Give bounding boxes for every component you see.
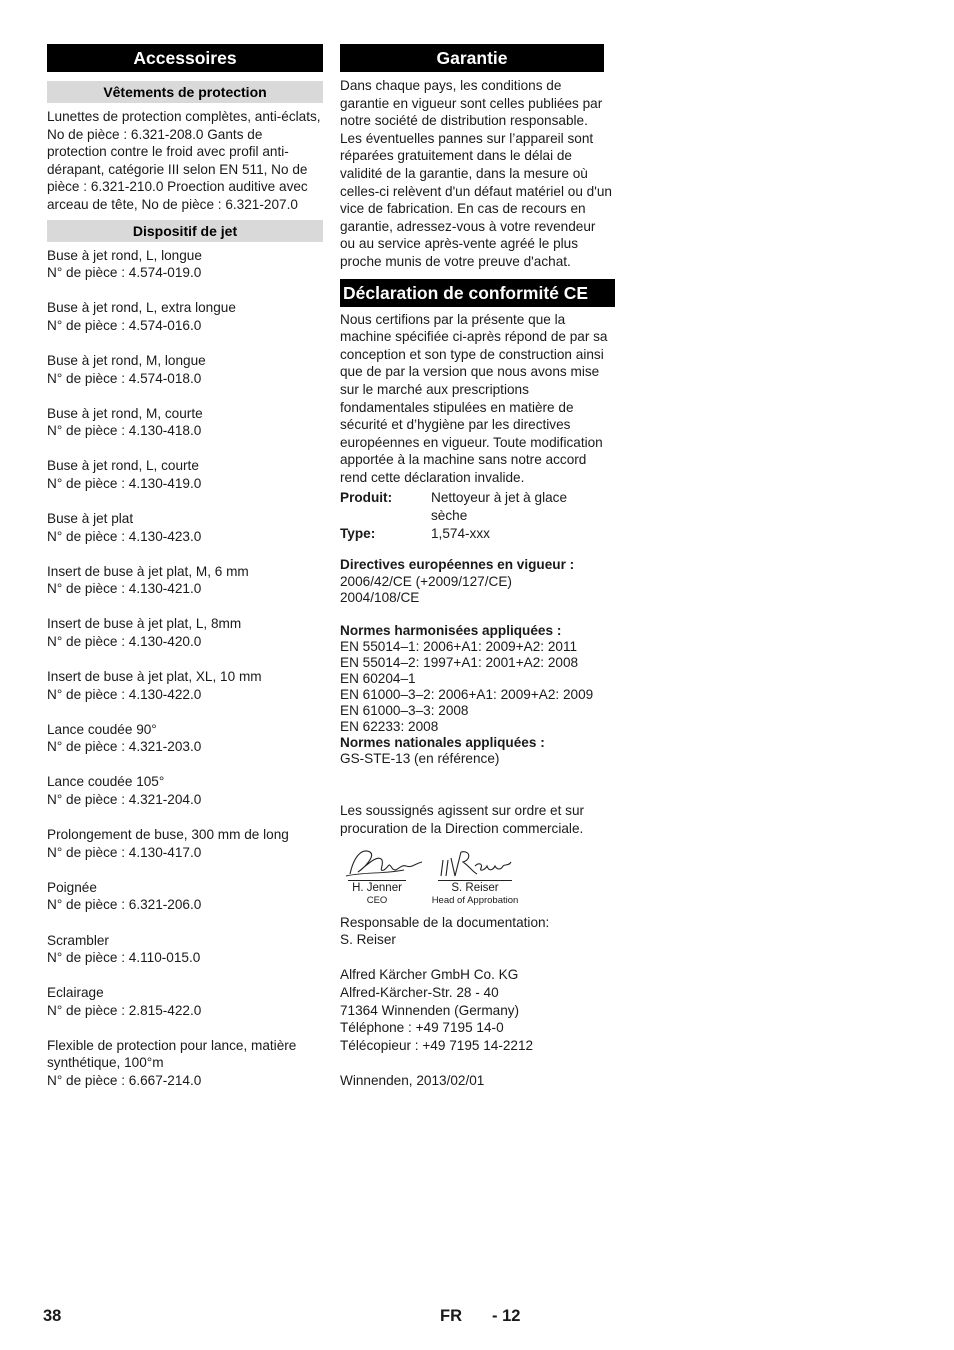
- item-part-number: N° de pièce : 6.667-214.0: [47, 1073, 202, 1089]
- signature-jenner: [348, 846, 406, 908]
- list-item: [47, 668, 323, 703]
- item-name: Buse à jet rond, L, longue: [47, 247, 202, 263]
- item-part-number: N° de pièce : 4.130-421.0: [47, 581, 202, 597]
- protection-text: Lunettes de protection complètes, anti-éclats, No de pièce : 6.321-208.0 Gants de protection contre le froid avec profil anti-dérapant, catégorie III selon EN 511, No de pièce : 6.321-210.0 Proection auditive avec arceau de tête, No de pièce : 6.321-207.0: [47, 109, 321, 212]
- company-address: [340, 966, 615, 1054]
- item-name: Insert de buse à jet plat, M, 6 mm: [47, 563, 249, 579]
- item-name: Buse à jet plat: [47, 511, 134, 526]
- section-page: - 12: [492, 1307, 521, 1325]
- doc-responsible-label: Responsable de la documentation:: [340, 914, 550, 930]
- signature-reiser: [430, 846, 520, 908]
- item-part-number: N° de pièce : 2.815-422.0: [47, 1002, 202, 1018]
- item-part-number: N° de pièce : 4.574-019.0: [47, 265, 202, 281]
- type-label: Type:: [340, 525, 376, 541]
- norm-item: EN 60204–1: [340, 671, 416, 687]
- declaration-heading: Déclaration de conformité CE: [340, 279, 615, 307]
- item-name: Insert de buse à jet plat, L, 8mm: [47, 616, 242, 632]
- list-item: [47, 405, 323, 440]
- list-item: [47, 1037, 323, 1090]
- signature-reiser-role: Head of Approbation: [431, 894, 519, 906]
- language-code: FR: [440, 1307, 462, 1325]
- jet-accessory-list: [47, 247, 323, 1020]
- place-date: Winnenden, 2013/02/01: [340, 1072, 485, 1088]
- list-item: [47, 615, 323, 650]
- list-item: [47, 247, 323, 282]
- item-part-number: N° de pièce : 4.574-018.0: [47, 370, 202, 386]
- list-item: [47, 721, 323, 756]
- national-norms-value: GS-STE-13 (en référence): [340, 751, 500, 767]
- norm-item: EN 55014–2: 1997+A1: 2001+A2: 2008: [340, 655, 579, 671]
- list-item: [47, 984, 323, 1019]
- product-label: Produit:: [340, 490, 393, 506]
- list-item: [47, 932, 323, 967]
- item-part-number: N° de pièce : 4.130-419.0: [47, 475, 202, 491]
- norms-list: [340, 639, 615, 735]
- item-part-number: N° de pièce : 4.110-015.0: [47, 950, 201, 966]
- list-item: [47, 510, 323, 545]
- norms-label: Normes harmonisées appliquées :: [340, 622, 562, 638]
- list-item: [47, 879, 323, 914]
- list-item: [47, 773, 323, 808]
- item-part-number: N° de pièce : 4.130-422.0: [47, 686, 202, 702]
- item-name: Poignée: [47, 879, 97, 895]
- item-part-number: N° de pièce : 4.130-420.0: [47, 633, 202, 649]
- signature-reiser-name: S. Reiser: [438, 880, 512, 894]
- item-name: Lance coudée 105°: [47, 774, 165, 790]
- norm-item: EN 61000–3–2: 2006+A1: 2009+A2: 2009: [340, 687, 594, 703]
- item-name: Flexible de protection pour lance, matière synthétique, 100°m: [47, 1037, 297, 1071]
- signers-text: Les soussignés agissent sur ordre et sur procuration de la Direction commerciale.: [340, 803, 585, 837]
- item-part-number: N° de pièce : 4.321-203.0: [47, 739, 202, 755]
- item-name: Insert de buse à jet plat, XL, 10 mm: [47, 669, 262, 685]
- documentation-responsible: [340, 914, 615, 949]
- accessories-heading: Accessoires: [47, 44, 323, 72]
- norm-item: EN 62233: 2008: [340, 719, 439, 735]
- left-column: [47, 44, 323, 1107]
- jet-subheading: Dispositif de jet: [47, 220, 323, 242]
- address-line: Alfred-Kärcher-Str. 28 - 40: [340, 984, 499, 1000]
- directives-list: [340, 574, 615, 606]
- directive-item: 2004/108/CE: [340, 589, 420, 605]
- item-part-number: N° de pièce : 4.130-417.0: [47, 844, 202, 860]
- item-name: Scrambler: [47, 932, 109, 948]
- signature-reiser-mark: [437, 846, 513, 880]
- product-row: [340, 489, 615, 524]
- guarantee-text: Dans chaque pays, les conditions de garantie en vigueur sont celles publiées par notre société de distribution responsable. Les éventuelles pannes sur l’appareil sont réparées gratuitement dans le délai de validité de la garantie, dans la mesure où celles-ci relèvent d'un défaut matériel ou d'un vice de fabrication. En cas de recours en garantie, adressez-vous à votre revendeur ou au service après-vente agréé le plus proche munis de votre preuve d'achat.: [340, 78, 612, 269]
- list-item: [47, 826, 323, 861]
- item-part-number: N° de pièce : 4.130-423.0: [47, 528, 202, 544]
- directives-label: Directives européennes en vigueur :: [340, 557, 575, 573]
- address-line: Téléphone : +49 7195 14-0: [340, 1020, 504, 1036]
- signature-jenner-mark: [344, 846, 424, 880]
- directive-item: 2006/42/CE (+2009/127/CE): [340, 573, 512, 589]
- right-column: [340, 44, 615, 1089]
- list-item: [47, 563, 323, 598]
- doc-responsible-name: S. Reiser: [340, 932, 396, 948]
- item-name: Buse à jet rond, L, courte: [47, 458, 199, 474]
- signatures: [340, 846, 615, 908]
- norm-item: EN 55014–1: 2006+A1: 2009+A2: 2011: [340, 639, 578, 655]
- item-name: Buse à jet rond, M, longue: [47, 352, 206, 368]
- item-name: Buse à jet rond, M, courte: [47, 405, 203, 421]
- address-line: Alfred Kärcher GmbH Co. KG: [340, 967, 519, 983]
- signature-jenner-role: CEO: [366, 894, 388, 906]
- product-value: Nettoyeur à jet à glace sèche: [431, 490, 568, 524]
- protection-subheading: Vêtements de protection: [47, 81, 323, 103]
- item-name: Eclairage: [47, 985, 104, 1001]
- address-line: 71364 Winnenden (Germany): [340, 1002, 520, 1018]
- list-item: [47, 299, 323, 334]
- signature-jenner-name: H. Jenner: [348, 880, 406, 894]
- type-row: [340, 525, 615, 543]
- item-name: Prolongement de buse, 300 mm de long: [47, 827, 289, 843]
- address-line: Télécopieur : +49 7195 14-2212: [340, 1037, 534, 1053]
- norm-item: EN 61000–3–3: 2008: [340, 703, 469, 719]
- item-part-number: N° de pièce : 4.574-016.0: [47, 317, 202, 333]
- list-item: [47, 457, 323, 492]
- item-name: Lance coudée 90°: [47, 721, 157, 737]
- page-number: 38: [43, 1307, 62, 1325]
- national-norms-label: Normes nationales appliquées :: [340, 735, 545, 751]
- list-item: [47, 352, 323, 387]
- item-name: Buse à jet rond, L, extra longue: [47, 300, 236, 316]
- item-part-number: N° de pièce : 4.321-204.0: [47, 792, 202, 808]
- item-part-number: N° de pièce : 6.321-206.0: [47, 897, 202, 913]
- declaration-text: Nous certifions par la présente que la machine spécifiée ci-après répond de par sa conception et son type de construction ainsi que de par la version que nous avons mise sur le marché aux prescriptions fondamentales stipulées en matière de sécurité et d’hygiène par les directives européennes en vigueur. Toute modification apportée à la machine sans notre accord rend cette déclaration invalide.: [340, 311, 608, 485]
- guarantee-heading: Garantie: [340, 44, 604, 72]
- type-value: 1,574-xxx: [431, 525, 490, 541]
- item-part-number: N° de pièce : 4.130-418.0: [47, 423, 202, 439]
